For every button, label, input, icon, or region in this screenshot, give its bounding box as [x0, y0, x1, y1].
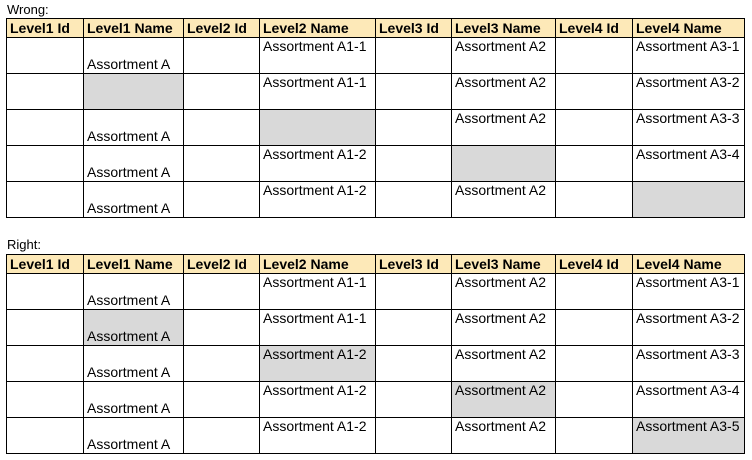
level2-id-cell: [184, 38, 260, 74]
wrong-caption: Wrong:: [7, 2, 49, 17]
level4-name-cell: Assortment A3-1: [633, 38, 745, 74]
level1-id-cell: [7, 418, 84, 454]
level4-id-cell: [556, 146, 633, 182]
level2-name-cell-highlighted: Assortment A1-2: [260, 346, 376, 382]
level1-name-cell: Assortment A: [84, 346, 184, 382]
level1-id-cell: [7, 274, 84, 310]
header-level2-id: Level2 Id: [184, 255, 260, 274]
header-level3-name: Level3 Name: [452, 19, 556, 38]
header-level2-id: Level2 Id: [184, 19, 260, 38]
level1-id-cell: [7, 310, 84, 346]
level3-id-cell: [376, 382, 452, 418]
level3-name-cell: Assortment A2: [452, 110, 556, 146]
right-caption: Right:: [7, 237, 41, 252]
header-level1-name: Level1 Name: [84, 19, 184, 38]
table-row: [7, 346, 745, 382]
level4-name-cell: Assortment A3-3: [633, 110, 745, 146]
level2-id-cell: [184, 382, 260, 418]
level3-name-cell: Assortment A2: [452, 346, 556, 382]
level3-name-cell: Assortment A2: [452, 74, 556, 110]
header-level4-name: Level4 Name: [633, 19, 745, 38]
header-level1-id: Level1 Id: [7, 255, 84, 274]
level2-name-cell: Assortment A1-1: [260, 74, 376, 110]
level2-id-cell: [184, 182, 260, 218]
level4-name-cell-blank: [633, 182, 745, 218]
level1-name-cell: Assortment A: [84, 182, 184, 218]
level1-name-cell-highlighted: Assortment A: [84, 310, 184, 346]
right-table: [6, 254, 745, 454]
level4-id-cell: [556, 346, 633, 382]
header-level4-id: Level4 Id: [556, 255, 633, 274]
level3-id-cell: [376, 346, 452, 382]
level3-id-cell: [376, 38, 452, 74]
level3-name-cell: Assortment A2: [452, 310, 556, 346]
level2-id-cell: [184, 274, 260, 310]
level2-id-cell: [184, 418, 260, 454]
level2-id-cell: [184, 110, 260, 146]
table-row: [7, 74, 745, 110]
level4-name-cell: Assortment A3-1: [633, 274, 745, 310]
level4-name-cell: Assortment A3-4: [633, 382, 745, 418]
level1-id-cell: [7, 38, 84, 74]
level1-name-cell: Assortment A: [84, 146, 184, 182]
level2-id-cell: [184, 310, 260, 346]
table-row: [7, 182, 745, 218]
header-level3-id: Level3 Id: [376, 255, 452, 274]
level3-id-cell: [376, 146, 452, 182]
level1-name-cell: Assortment A: [84, 382, 184, 418]
level3-name-cell-highlighted: Assortment A2: [452, 382, 556, 418]
level4-id-cell: [556, 382, 633, 418]
level4-id-cell: [556, 110, 633, 146]
level2-name-cell: Assortment A1-1: [260, 310, 376, 346]
level3-name-cell-blank: [452, 146, 556, 182]
level3-id-cell: [376, 74, 452, 110]
level3-id-cell: [376, 274, 452, 310]
level4-name-cell: Assortment A3-2: [633, 310, 745, 346]
table-row: [7, 274, 745, 310]
level3-id-cell: [376, 182, 452, 218]
table-row: [7, 382, 745, 418]
level2-id-cell: [184, 346, 260, 382]
level4-id-cell: [556, 38, 633, 74]
table-row: [7, 310, 745, 346]
level1-name-cell: Assortment A: [84, 274, 184, 310]
level2-name-cell: Assortment A1-2: [260, 146, 376, 182]
level4-name-cell: Assortment A3-2: [633, 74, 745, 110]
level4-id-cell: [556, 310, 633, 346]
level2-id-cell: [184, 146, 260, 182]
level3-name-cell: Assortment A2: [452, 38, 556, 74]
level1-name-cell: Assortment A: [84, 110, 184, 146]
level3-id-cell: [376, 310, 452, 346]
level2-name-cell-blank: [260, 110, 376, 146]
level1-id-cell: [7, 74, 84, 110]
level1-id-cell: [7, 346, 84, 382]
level3-name-cell: Assortment A2: [452, 182, 556, 218]
level1-id-cell: [7, 182, 84, 218]
level4-id-cell: [556, 274, 633, 310]
header-level3-id: Level3 Id: [376, 19, 452, 38]
level4-name-cell: Assortment A3-3: [633, 346, 745, 382]
level1-name-cell-blank: [84, 74, 184, 110]
level2-id-cell: [184, 74, 260, 110]
level4-name-cell: Assortment A3-4: [633, 146, 745, 182]
header-row: [7, 19, 745, 38]
level1-name-cell: Assortment A: [84, 38, 184, 74]
level4-id-cell: [556, 182, 633, 218]
level1-id-cell: [7, 146, 84, 182]
level1-name-cell: Assortment A: [84, 418, 184, 454]
header-row: [7, 255, 745, 274]
header-level4-name: Level4 Name: [633, 255, 745, 274]
header-level1-id: Level1 Id: [7, 19, 84, 38]
table-row: [7, 38, 745, 74]
table-row: [7, 110, 745, 146]
level4-id-cell: [556, 418, 633, 454]
level2-name-cell: Assortment A1-1: [260, 38, 376, 74]
level2-name-cell: Assortment A1-2: [260, 418, 376, 454]
level4-id-cell: [556, 74, 633, 110]
header-level1-name: Level1 Name: [84, 255, 184, 274]
level3-name-cell: Assortment A2: [452, 274, 556, 310]
level1-id-cell: [7, 382, 84, 418]
level2-name-cell: Assortment A1-1: [260, 274, 376, 310]
level3-name-cell: Assortment A2: [452, 418, 556, 454]
wrong-table: [6, 18, 745, 218]
level3-id-cell: [376, 110, 452, 146]
level2-name-cell: Assortment A1-2: [260, 382, 376, 418]
level1-id-cell: [7, 110, 84, 146]
level3-id-cell: [376, 418, 452, 454]
header-level2-name: Level2 Name: [260, 255, 376, 274]
header-level3-name: Level3 Name: [452, 255, 556, 274]
table-row: [7, 418, 745, 454]
header-level4-id: Level4 Id: [556, 19, 633, 38]
level2-name-cell: Assortment A1-2: [260, 182, 376, 218]
level4-name-cell-highlighted: Assortment A3-5: [633, 418, 745, 454]
table-row: [7, 146, 745, 182]
header-level2-name: Level2 Name: [260, 19, 376, 38]
